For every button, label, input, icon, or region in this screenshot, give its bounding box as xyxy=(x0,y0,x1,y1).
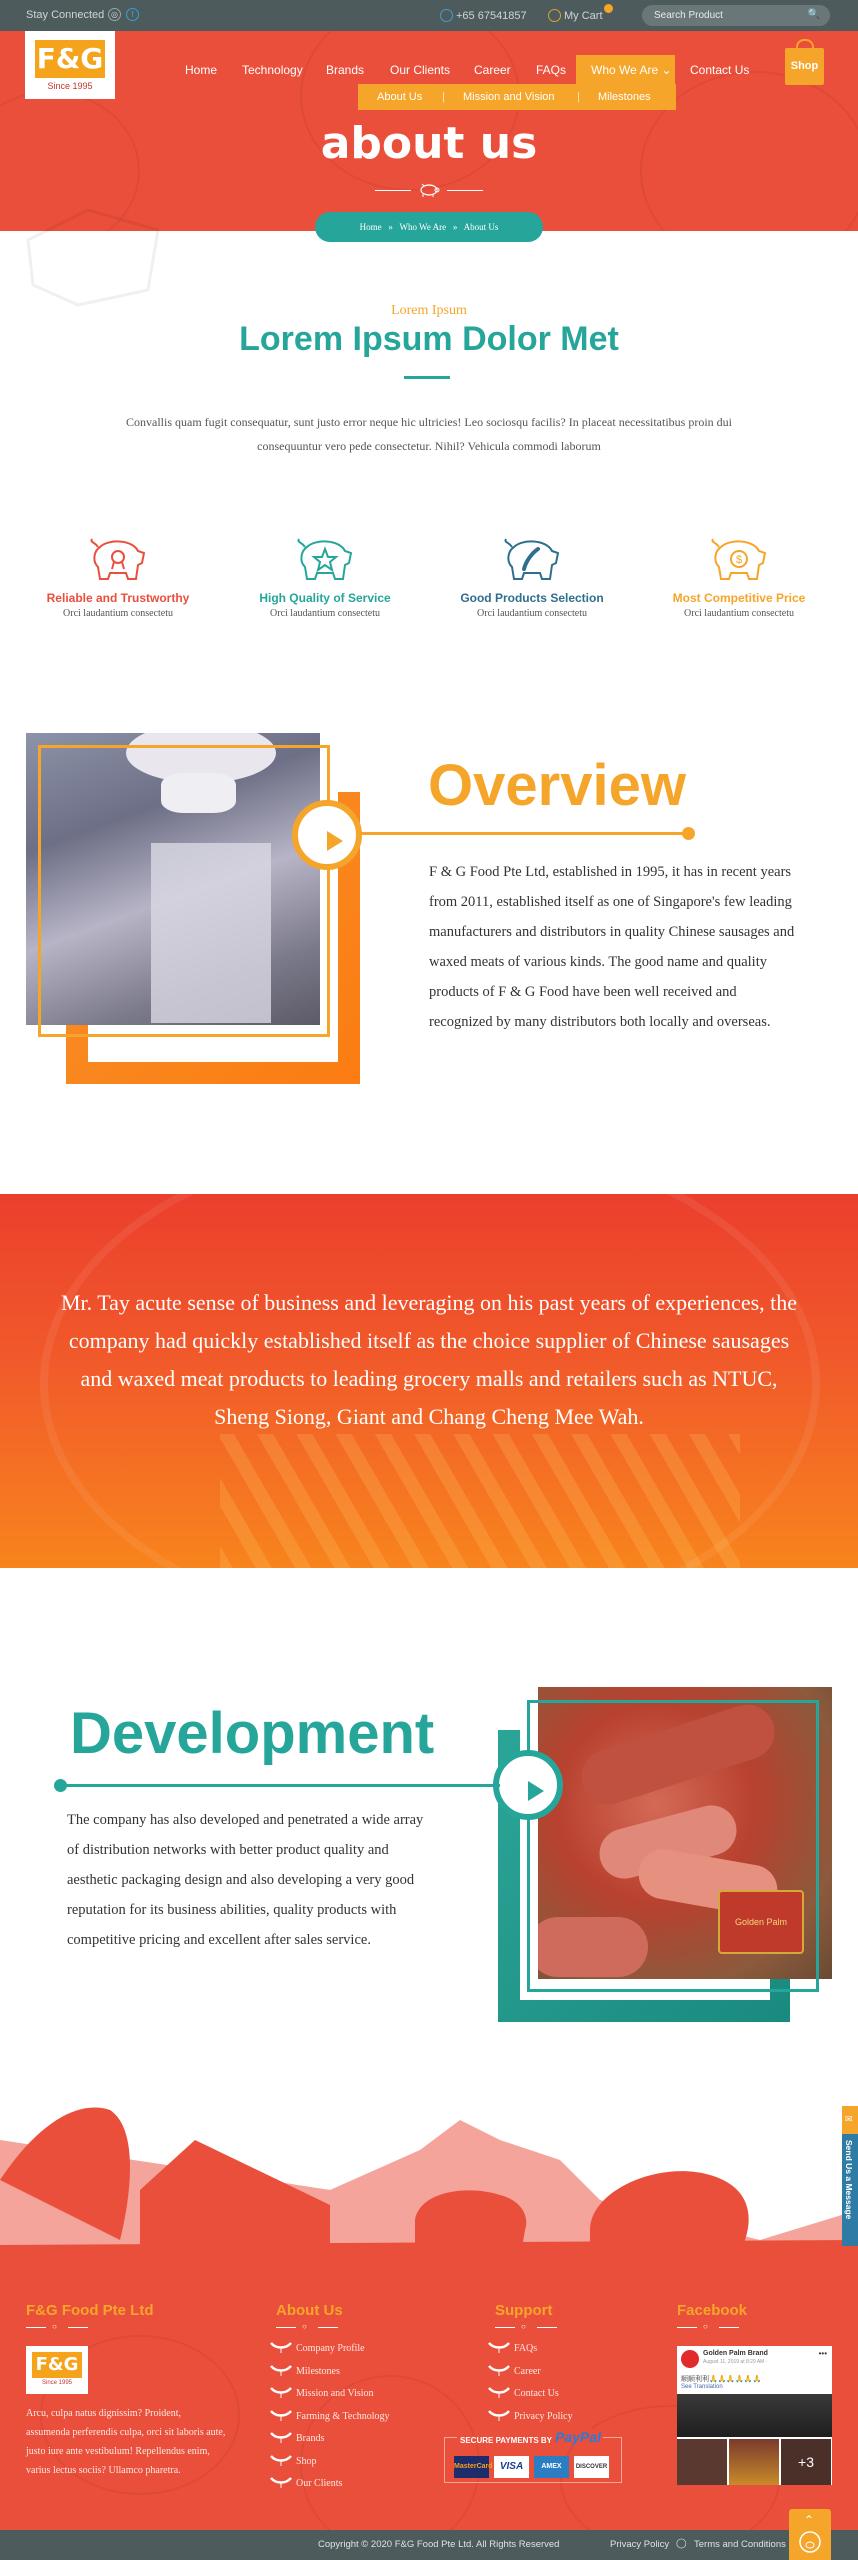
svg-text:$: $ xyxy=(735,554,743,566)
sketch-meat-icon xyxy=(18,200,168,310)
sausage-icon xyxy=(270,2385,292,2399)
payments-label: SECURE PAYMENTS BY xyxy=(457,2436,555,2445)
overview-line xyxy=(360,832,690,835)
page-avatar xyxy=(681,2350,699,2368)
pig-divider: ○ xyxy=(276,2322,340,2332)
golden-palm-badge: Golden Palm xyxy=(718,1890,804,1954)
stay-connected-label: Stay Connected xyxy=(26,9,105,21)
search-icon[interactable]: 🔍 xyxy=(807,9,820,20)
nav-home[interactable]: Home xyxy=(185,63,218,77)
submenu-mission-vision[interactable]: Mission and Vision xyxy=(463,91,555,103)
pig-divider: ○ xyxy=(26,2322,90,2332)
pig-divider: ○ xyxy=(495,2322,559,2332)
sausage-icon xyxy=(270,2453,292,2467)
feature-subtitle: Orci laudantium consectetu xyxy=(270,608,380,619)
site-logo[interactable] xyxy=(25,31,115,99)
pig-dollar-icon xyxy=(709,535,769,585)
link-label: Brands xyxy=(296,2433,325,2444)
privacy-policy-link[interactable]: Privacy Policy xyxy=(610,2539,670,2550)
mail-icon[interactable]: ✉ xyxy=(842,2106,858,2134)
sausage-icon xyxy=(270,2408,292,2422)
search-input[interactable] xyxy=(642,5,830,26)
breadcrumb-who-we-are[interactable]: Who We Are xyxy=(399,222,447,232)
pig-face-icon xyxy=(798,2530,822,2554)
overview-photo-frame xyxy=(38,745,330,1037)
footer-link-faqs[interactable] xyxy=(488,2340,537,2354)
feature-title: Most Competitive Price xyxy=(672,591,806,605)
who-we-are-submenu xyxy=(358,84,676,110)
footer-link-farming-technology[interactable] xyxy=(270,2408,390,2422)
sausage-icon xyxy=(488,2340,510,2354)
feature-quality xyxy=(230,535,420,619)
development-line-dot xyxy=(54,1779,67,1792)
phone-icon xyxy=(440,9,453,22)
link-label: Milestones xyxy=(296,2366,340,2377)
quote-band xyxy=(0,1194,858,1568)
logo-mark: F&G xyxy=(32,2352,82,2378)
sausage-icon xyxy=(270,2363,292,2377)
phone-number[interactable] xyxy=(440,9,527,22)
development-play-button[interactable] xyxy=(493,1750,563,1820)
chevron-up-icon: ⌃ xyxy=(804,2513,815,2527)
secure-payments-box xyxy=(444,2429,622,2483)
footer-about-heading: About Us xyxy=(276,2302,343,2319)
footer-company-heading: F&G Food Pte Ltd xyxy=(26,2302,154,2319)
sausage-icon xyxy=(488,2385,510,2399)
pig-divider xyxy=(375,183,483,197)
submenu-separator: | xyxy=(442,91,445,103)
submenu-about-us[interactable]: About Us xyxy=(377,91,423,103)
discover-icon: DISCOVER xyxy=(574,2456,609,2478)
pig-divider: ○ xyxy=(677,2322,741,2332)
top-bar xyxy=(0,0,858,31)
cart-badge xyxy=(604,4,613,13)
logo-since: Since 1995 xyxy=(41,2380,73,2386)
feature-reliable xyxy=(23,535,213,619)
breadcrumb-about-us: About Us xyxy=(463,222,499,232)
back-to-top-button[interactable] xyxy=(789,2509,831,2560)
footer-link-mission-vision[interactable] xyxy=(270,2385,374,2399)
breadcrumb-sep: » xyxy=(388,222,393,232)
footer-logo xyxy=(26,2346,88,2394)
feature-selection xyxy=(437,535,627,619)
nav-contact-us[interactable]: Contact Us xyxy=(690,63,750,77)
feature-title: High Quality of Service xyxy=(259,591,391,605)
pig-icon xyxy=(418,183,440,197)
facebook-feed-widget[interactable] xyxy=(677,2346,832,2485)
facebook-icon[interactable]: f xyxy=(126,8,139,21)
breadcrumb-home[interactable]: Home xyxy=(359,222,382,232)
nav-brands[interactable]: Brands xyxy=(326,63,365,77)
intro-title: Lorem Ipsum Dolor Met xyxy=(239,320,619,358)
link-label: Our Clients xyxy=(296,2478,343,2489)
logo-since: Since 1995 xyxy=(47,81,93,91)
development-line xyxy=(60,1784,500,1787)
terms-link[interactable]: Terms and Conditions xyxy=(694,2539,786,2550)
footer-link-career[interactable] xyxy=(488,2363,541,2377)
feature-subtitle: Orci laudantium consectetu xyxy=(477,608,587,619)
fb-thumb[interactable] xyxy=(677,2439,727,2485)
intro-text: Convallis quam fugit consequatur, sunt justo error neque hic ultricies! Leo sociosqu facilis? In placeat necessitatibus proin dui consequuntur vero pede consectetur. Nihil? Vehicula commodi laborum xyxy=(125,415,733,453)
pig-head-icon: ◯ xyxy=(676,2538,687,2549)
pig-star-icon xyxy=(295,535,355,585)
link-label: Shop xyxy=(296,2456,317,2467)
development-title: Development xyxy=(70,1701,435,1766)
fb-post-image[interactable] xyxy=(677,2394,832,2437)
overview-text: F & G Food Pte Ltd, established in 1995, it has in recent years from 2011, established itself as one of Singapore's few leading manufacturers and distributors in quality Chinese sausages and waxed meats of various kinds. The good name and quality products of F & G Food have been well received and recognized by many distributors both locally and overseas. xyxy=(429,864,795,1030)
overview-title: Overview xyxy=(428,753,686,818)
send-message-label: Send Us a Message xyxy=(844,2140,854,2220)
fb-post-message: 顺顺利利🙏🙏🙏🙏🙏🙏 xyxy=(681,2376,762,2383)
footer-link-our-clients[interactable] xyxy=(270,2475,342,2489)
intro-eyebrow: Lorem Ipsum xyxy=(391,303,467,318)
sausage-icon xyxy=(488,2408,510,2422)
link-label: Company Profile xyxy=(296,2343,365,2354)
footer-company-text: Arcu, culpa natus dignissim? Proident, assumenda perferendis culpa, orci sit laboris aute, justo iure ante vestibulum! Repellendus enim, varius lectus sociis? Ullamco pharetra. xyxy=(26,2408,226,2476)
feature-price xyxy=(644,535,834,619)
link-label: Privacy Policy xyxy=(514,2411,573,2422)
fb-see-translation[interactable]: See Translation xyxy=(681,2384,723,2390)
shop-label: Shop xyxy=(790,60,819,72)
send-message-tab[interactable] xyxy=(842,2106,858,2246)
page-title: about us xyxy=(320,118,538,169)
breadcrumb xyxy=(315,212,543,242)
sausage-icon xyxy=(270,2430,292,2444)
phone-text: +65 67541857 xyxy=(456,10,527,22)
overview-play-button[interactable] xyxy=(292,800,362,870)
footer-link-company-profile[interactable] xyxy=(270,2340,365,2354)
overview-line-dot xyxy=(682,827,695,840)
link-label: Career xyxy=(514,2366,541,2377)
pig-sausage-icon xyxy=(502,535,562,585)
fb-thumb-more[interactable]: +3 xyxy=(781,2439,831,2485)
copyright-bar xyxy=(0,2530,858,2560)
feature-title: Reliable and Trustworthy xyxy=(46,591,190,605)
nav-our-clients[interactable]: Our Clients xyxy=(390,63,451,77)
more-options-icon[interactable]: ••• xyxy=(818,2349,827,2358)
footer-link-brands[interactable] xyxy=(270,2430,324,2444)
cart-label: My Cart xyxy=(564,10,603,22)
shop-button[interactable] xyxy=(785,48,824,85)
cart-icon xyxy=(548,9,561,22)
fb-thumb[interactable] xyxy=(729,2439,779,2485)
amex-icon: AMEX xyxy=(534,2456,569,2478)
nav-technology[interactable]: Technology xyxy=(242,63,303,77)
feature-subtitle: Orci laudantium consectetu xyxy=(684,608,794,619)
fb-post-date: August 11, 2019 at 8:29 AM · xyxy=(703,2359,768,2365)
logo-mark: F&G xyxy=(35,40,105,78)
sausage-icon xyxy=(488,2363,510,2377)
nav-who-we-are[interactable]: Who We Are ⌄ xyxy=(591,63,672,77)
visa-icon: VISA xyxy=(494,2456,529,2478)
footer-facebook-heading: Facebook xyxy=(677,2302,748,2319)
link-label: Contact Us xyxy=(514,2388,559,2399)
nav-faqs[interactable]: FAQs xyxy=(536,63,567,77)
search-placeholder: Search Product xyxy=(654,10,723,21)
footer-support-heading: Support xyxy=(495,2302,553,2319)
footer-link-milestones[interactable] xyxy=(270,2363,340,2377)
cart-link[interactable] xyxy=(548,9,603,22)
submenu-milestones[interactable]: Milestones xyxy=(598,91,651,103)
paypal-logo: PayPal xyxy=(555,2429,601,2445)
instagram-icon[interactable]: ◎ xyxy=(108,8,121,21)
link-label: Farming & Technology xyxy=(296,2411,390,2422)
copyright-text: Copyright © 2020 F&G Food Pte Ltd. All Rights Reserved xyxy=(318,2539,560,2550)
footer-link-privacy-policy[interactable] xyxy=(488,2408,573,2422)
development-text: The company has also developed and penetrated a wide array of distribution networks with better product quality and aesthetic packaging design and also developing a very good reputation for its business abilities, quality products with competitive pricing and excellent after sales service. xyxy=(67,1812,424,1948)
band-text: Mr. Tay acute sense of business and leveraging on his past years of experiences, the company had quickly established itself as the choice supplier of Chinese sausages and waxed meat products to leading grocery malls and retailers such as NTUC, Sheng Siong, Giant and Chang Cheng Mee Wah. xyxy=(60,1290,798,1429)
submenu-separator: | xyxy=(577,91,580,103)
fb-page-name[interactable]: Golden Palm Brand xyxy=(703,2350,768,2357)
link-label: Mission and Vision xyxy=(296,2388,374,2399)
footer-link-contact-us[interactable] xyxy=(488,2385,559,2399)
breadcrumb-sep: » xyxy=(452,222,458,232)
mastercard-icon: MasterCard xyxy=(454,2456,489,2478)
nav-career[interactable]: Career xyxy=(474,63,511,77)
footer-link-shop[interactable] xyxy=(270,2453,317,2467)
link-label: FAQs xyxy=(514,2343,538,2354)
farm-scenery-illustration xyxy=(0,2080,858,2260)
grill-texture xyxy=(220,1434,740,1568)
title-underline xyxy=(404,376,450,379)
feature-subtitle: Orci laudantium consectetu xyxy=(63,608,173,619)
sausage-icon xyxy=(270,2340,292,2354)
feature-title: Good Products Selection xyxy=(460,591,604,605)
sausage-icon xyxy=(270,2475,292,2489)
pig-ribbon-icon xyxy=(88,535,148,585)
